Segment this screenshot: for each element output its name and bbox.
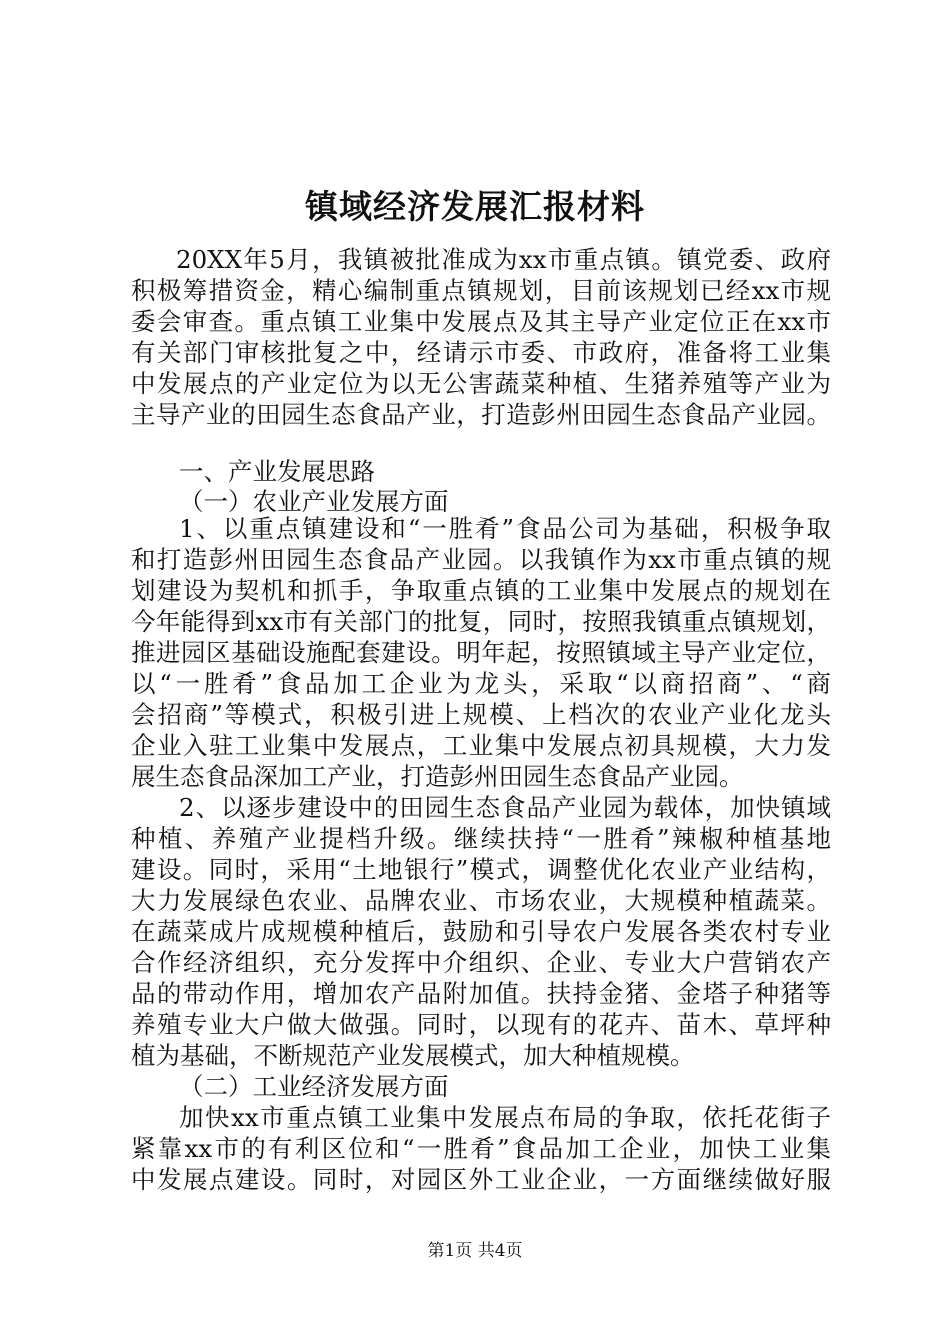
text-line: 企业入驻工业集中发展点，工业集中发展点初具规模，大力发: [131, 731, 831, 760]
text-line: 1、以重点镇建设和“一胜肴”食品公司为基础，积极争取: [179, 514, 831, 543]
text-line: 和打造彭州田园生态食品产业园。以我镇作为xx市重点镇的规: [131, 545, 831, 574]
text-line: 紧靠xx市的有利区位和“一胜肴”食品加工企业，加快工业集: [131, 1134, 831, 1163]
text-line: 委会审查。重点镇工业集中发展点及其主导产业定位正在xx市: [131, 307, 831, 336]
text-line: 积极筹措资金，精心编制重点镇规划，目前该规划已经xx市规: [131, 276, 831, 305]
text-line: 20XX年5月，我镇被批准成为xx市重点镇。镇党委、政府: [176, 245, 831, 274]
text-line: 展生态食品深加工产业，打造彭州田园生态食品产业园。: [131, 762, 744, 791]
text-line: 品的带动作用，增加农产品附加值。扶持金猪、金塔子种猪等: [131, 979, 831, 1008]
text-line: 划建设为契机和抓手，争取重点镇的工业集中发展点的规划在: [131, 576, 831, 605]
page-footer: 第1页 共4页: [427, 1241, 523, 1261]
text-line: 今年能得到xx市有关部门的批复，同时，按照我镇重点镇规划，: [131, 607, 831, 636]
text-line: （二）工业经济发展方面: [179, 1072, 449, 1101]
text-line: 种植、养殖产业提档升级。继续扶持“一胜肴”辣椒种植基地: [131, 824, 831, 853]
text-line: 以“一胜肴”食品加工企业为龙头，采取“以商招商”、“商: [131, 669, 831, 698]
text-line: 会招商”等模式，积极引进上规模、上档次的农业产业化龙头: [131, 700, 831, 729]
document-title: 镇域经济发展汇报材料: [305, 187, 645, 226]
text-line: 加快xx市重点镇工业集中发展点布局的争取，依托花街子: [179, 1103, 831, 1132]
text-line: 大力发展绿色农业、品牌农业、市场农业，大规模种植蔬菜。: [131, 886, 831, 915]
text-line: 合作经济组织，充分发挥中介组织、企业、专业大户营销农产: [131, 948, 831, 977]
text-line: 有关部门审核批复之中，经请示市委、市政府，准备将工业集: [131, 338, 831, 367]
text-line: 中发展点建设。同时，对园区外工业企业，一方面继续做好服: [131, 1165, 831, 1194]
text-line: 主导产业的田园生态食品产业，打造彭州田园生态食品产业园。: [131, 400, 831, 429]
text-line: 2、以逐步建设中的田园生态食品产业园为载体，加快镇域: [179, 793, 831, 822]
text-line: 一、产业发展思路: [179, 457, 375, 486]
text-line: 养殖专业大户做大做强。同时，以现有的花卉、苗木、草坪种: [131, 1010, 831, 1039]
text-line: 中发展点的产业定位为以无公害蔬菜种植、生猪养殖等产业为: [131, 369, 831, 398]
text-line: （一）农业产业发展方面: [179, 487, 449, 516]
text-line: 在蔬菜成片成规模种植后，鼓励和引导农户发展各类农村专业: [131, 917, 831, 946]
text-line: 推进园区基础设施配套建设。明年起，按照镇域主导产业定位，: [131, 638, 831, 667]
text-line: 建设。同时，采用“土地银行”模式，调整优化农业产业结构，: [131, 855, 831, 884]
text-line: 植为基础，不断规范产业发展模式，加大种植规模。: [131, 1041, 695, 1070]
